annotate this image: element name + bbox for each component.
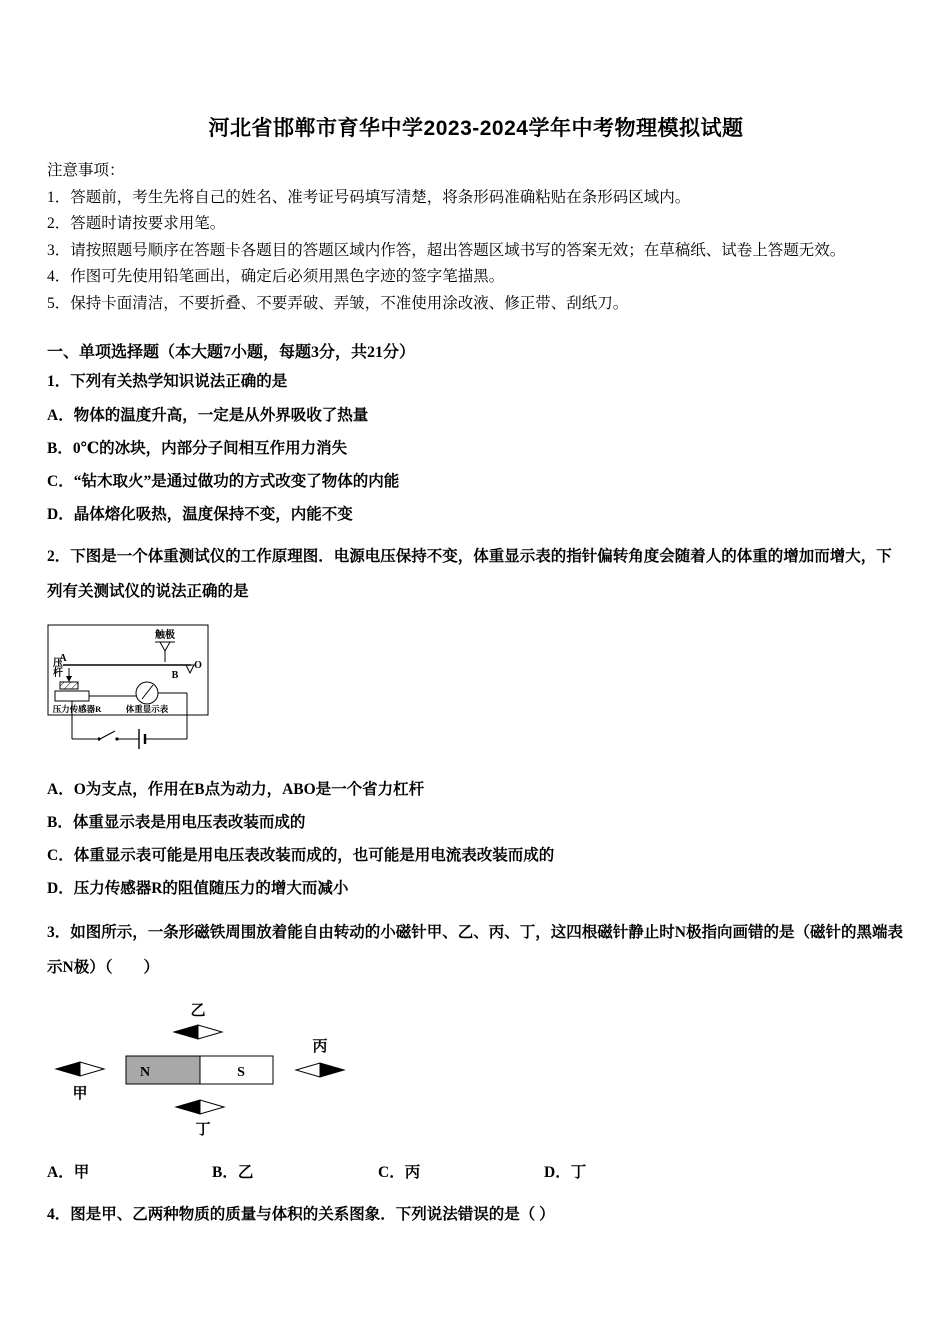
press-rod-label: 压杆 [50,657,62,677]
weight-tester-figure [47,621,905,758]
switch-symbol [100,731,115,739]
section-heading: 一、单项选择题（本大题7小题，每题3分，共21分） [47,344,416,361]
notice-item-3: 3．请按照题号顺序在答题卡各题目的答题区域内作答，超出答题区域书写的答案无效；在草稿纸、试卷上答题无效。 [47,241,846,259]
question-3-options [47,1160,905,1182]
question-1-option-a: A．物体的温度升高，一定是从外界吸收了热量 [47,407,369,424]
notice-item-4: 4．作图可先使用铅笔画出，确定后必须用黑色字迹的签字笔描黑。 [47,268,505,285]
bar-magnet-figure [53,999,905,1146]
question-1-option-c: C．“钻木取火”是通过做功的方式改变了物体的内能 [47,473,400,490]
question-2 [47,539,905,899]
question-3-stem: 3．如图所示，一条形磁铁周围放着能自由转动的小磁针甲、乙、丙、丁，这四根磁针静止时N极指向画错的是（磁针的黑端表示N极）（ ） [47,924,903,976]
pressure-sensor-symbol [55,691,89,701]
compass-needle-jia [56,1062,104,1076]
pivot-icon [186,665,194,673]
notice-item-5: 5．保持卡面清洁，不要折叠、不要弄破、弄皱，不准使用涂改液、修正带、刮纸刀。 [47,294,629,312]
magnet-n-label: N [139,1065,151,1080]
question-3-option-c: C．丙 [378,1164,421,1181]
press-block [60,682,78,689]
notice-item-1: 1．答题前，考生先将自己的姓名、准考证号码填写清楚，将条形码准确粘贴在条形码区域内。 [47,188,691,206]
question-3-option-b: B．乙 [212,1164,254,1181]
page-title: 河北省邯郸市育华中学2023-2024学年中考物理模拟试题 [208,117,744,140]
compass-needle-yi [174,1025,222,1039]
meter-needle [142,685,153,699]
question-4 [47,1204,905,1226]
contact-label: 触极 [155,630,175,641]
point-a-label: A [59,653,67,664]
question-2-stem: 2．下图是一个体重测试仪的工作原理图．电源电压保持不变，体重显示表的指针偏转角度会随着人的体重的增加而增大，下列有关测试仪的说法正确的是 [47,548,892,600]
pressure-sensor-label: 压力传感器R [52,704,102,714]
point-o-label: O [194,660,202,671]
bar-magnet-diagram [53,999,383,1141]
contact-tip-icon [160,642,170,651]
question-2-option-a: A．O为支点，作用在B点为动力，ABO是一个省力杠杆 [47,781,425,798]
question-3-option-a: A．甲 [47,1164,90,1181]
notice-heading: 注意事项： [47,162,125,179]
needle-jia-label: 甲 [72,1086,88,1102]
needle-yi-label: 乙 [190,1003,206,1019]
magnet-s-label: S [237,1065,245,1080]
question-1-option-d: D．晶体熔化吸热，温度保持不变，内能不变 [47,506,353,523]
question-3 [47,915,905,1182]
question-2-option-b: B．体重显示表是用电压表改装而成的 [47,814,306,831]
question-1 [47,371,905,525]
question-2-option-c: C．体重显示表可能是用电压表改装而成的，也可能是用电流表改装而成的 [47,847,555,864]
question-2-option-d: D．压力传感器R的阻值随压力的增大而减小 [47,880,349,897]
meter-label: 体重显示表 [125,704,169,714]
question-1-stem: 1．下列有关热学知识说法正确的是 [47,373,288,390]
question-4-stem: 4．图是甲、乙两种物质的质量与体积的关系图象．下列说法错误的是（ ） [47,1206,555,1223]
notice-section [47,158,905,317]
point-b-label: B [171,670,179,681]
needle-ding-label: 丁 [195,1122,211,1138]
magnet-n-half [126,1056,200,1084]
question-3-option-d: D．丁 [544,1164,587,1181]
needle-bing-label: 丙 [312,1039,328,1055]
notice-item-2: 2．答题时请按要求用笔。 [47,215,226,232]
question-1-option-b: B．0℃的冰块，内部分子间相互作用力消失 [47,440,348,457]
weight-tester-diagram [47,621,225,753]
compass-needle-ding [176,1100,224,1114]
compass-needle-bing [296,1063,344,1077]
